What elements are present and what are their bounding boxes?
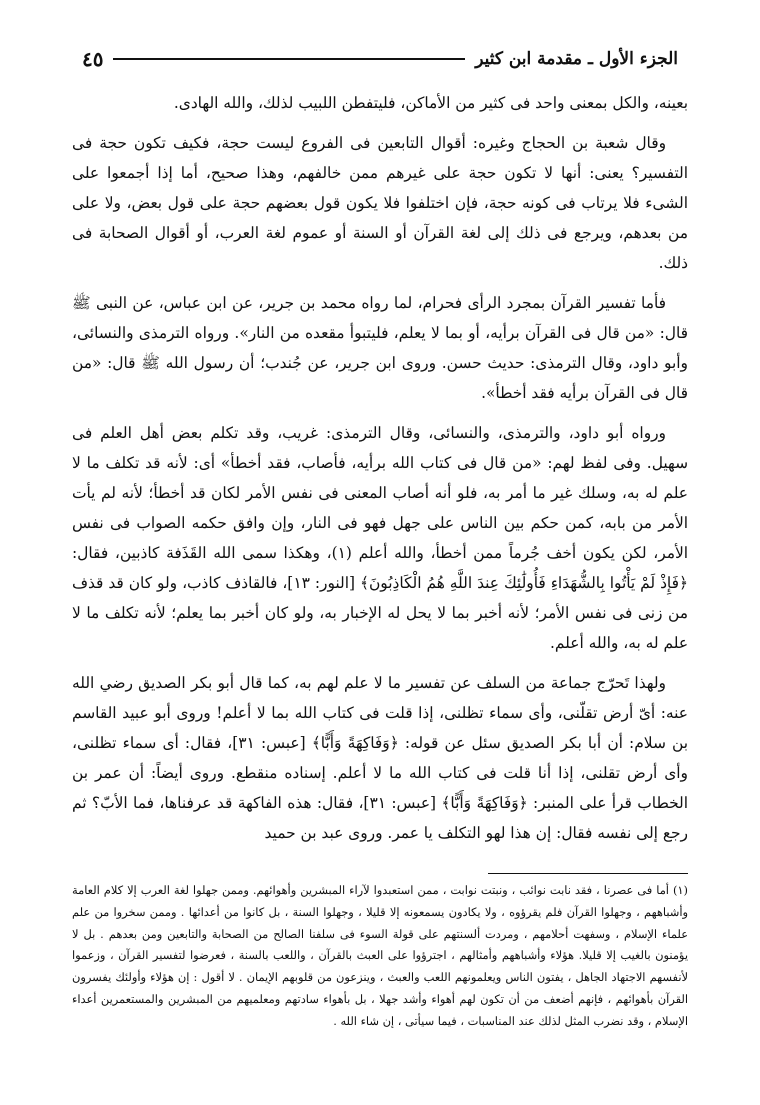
running-title: الجزء الأول ـ مقدمة ابن كثير	[475, 49, 678, 69]
paragraph: بعينه، والكل بمعنى واحد فى كثير من الأماكن، فليتفطن اللبيب لذلك، والله الهادى.	[173, 94, 688, 112]
header-rule	[113, 58, 465, 60]
paragraph: ولهذا تَحرّج جماعة من السلف عن تفسير ما لا علم لهم به، كما قال أبو بكر الصديق رضي الله عنه: أىّ أرض تقلّنى، وأى سماء تظلنى، إذا قلت فى كتاب الله بما لا أعلم! وروى أبو عبيد القاسم بن سلام: أن أبا بكر الصديق سئل عن قوله: ﴿وَفَاكِهَةً وَأَبًّا﴾ [عبس: ٣١]، فقال: أى سماء تظلنى، وأى أرض تقلنى، إذا أنا قلت فى كتاب الله ما لا أعلم. إسناده منقطع. وروى أيضاً: أن عمر بن الخطاب قرأ على المنبر: ﴿وَفَاكِهَةً وَأَبًّا﴾ [عبس: ٣١]، فقال: هذه الفاكهة قد عرفناها، فما الأبّ؟ ثم رجع إلى نفسه فقال: إن هذا لهو التكلف يا عمر. وروى عبد بن حميد	[72, 674, 688, 842]
page-number: ٤٥	[82, 47, 104, 71]
paragraph: وقال شعبة بن الحجاج وغيره: أقوال التابعين فى الفروع ليست حجة، فكيف تكون حجة فى التفسير؟ يعنى: أنها لا تكون حجة على غيرهم ممن خالفهم، وهذا صحيح، أما إذا أجمعوا على الشىء فلا يرتاب فى كونه حجة، فإن اختلفوا فلا يكون قول بعضهم حجة على قول بعض، ولا على من بعدهم، ويرجع فى ذلك إلى لغة القرآن أو السنة أو عموم لغة العرب، أو أقوال الصحابة فى ذلك.	[72, 134, 688, 272]
main-text	[72, 88, 688, 858]
footnote-divider	[488, 873, 688, 874]
page-header	[82, 44, 678, 74]
paragraph: ورواه أبو داود، والترمذى، والنسائى، وقال الترمذى: غريب، وقد تكلم بعض أهل العلم فى سهيل. وفى لفظ لهم: «من قال فى كتاب الله برأيه، فأصاب، فقد أخطأ» أى: لأنه قد تكلف ما لا علم له به، وسلك غير ما أمر به، فلو أنه أصاب المعنى فى نفس الأمر لكان قد أخطأ؛ لأنه لم يأت الأمر من بابه، كمن حكم بين الناس على جهل فهو فى النار، وإن وافق حكمه الصواب فى نفس الأمر، لكن يكون أخف جُرماً ممن أخطأ، والله أعلم (١)، وهكذا سمى الله القَذَفة كاذبين، فقال: ﴿فَإِذْ لَمْ يَأْتُوا بِالشُّهَدَاءِ فَأُولَٰئِكَ عِندَ اللَّهِ هُمُ الْكَاذِبُونَ﴾ [النور: ١٣]، فالقاذف كاذب، ولو كان قد قذف من زنى فى نفس الأمر؛ لأنه أخبر بما لا يحل له الإخبار به، ولو كان أخبر بما يعلم؛ لأنه تكلف ما لا علم له به، والله أعلم.	[72, 424, 688, 652]
footnotes	[72, 880, 688, 1033]
paragraph: فأما تفسير القرآن بمجرد الرأى فحرام، لما رواه محمد بن جرير، عن ابن عباس، عن النبى ﷺ قال: «من قال فى القرآن برأيه، أو بما لا يعلم، فليتبوأ مقعده من النار». ورواه الترمذى والنسائى، وأبو داود، وقال الترمذى: حديث حسن. وروى ابن جرير، عن جُندب؛ أن رسول الله ﷺ قال: «من قال فى القرآن برأيه فقد أخطأ».	[72, 294, 688, 402]
footnote: (١) أما فى عصرنا ، فقد نابت نوائب ، ونبتت نوابت ، ممن استعبدوا لآراء المبشرين وأهوائهم. وممن جهلوا لغة العرب إلا كلام العامة وأشباههم ، وجهلوا القرآن فلم يقرؤوه ، ولا يكادون يسمعونه إلا قليلا ، وجهلوا السنة ، بل كانوا من أعدائها . وممن سخروا من علم علماء الإسلام ، وسفهت أحلامهم ، ومردت ألسنتهم على قولة السوء فى سلفنا الصالح من الصحابة والتابعين ومن بعدهم . بل لا يؤمنون بالغيب إلا قليلا. هؤلاء وأشباههم وأمثالهم ، اجترؤوا على العبث بالقرآن ، واللعب بالسنة ، فعرضوا لتفسير القرآن ، وزعموا لأنفسهم الاجتهاد الجاهل ، يفتون الناس ويعلمونهم اللعب والعبث ، وينزعون من قلوبهم الإيمان . لا أقول : إن هؤلاء وأولئك يفسرون القرآن بأهوائهم ، فإنهم أضعف من أن تكون لهم أهواء وأشد جهلا ، بل بأهواء سادتهم ومعلميهم من المبشرين والمستعمرين أعداء الإسلام ، وقد نضرب المثل لذلك عند المناسبات ، فيما سيأتى ، إن شاء الله .	[72, 883, 688, 1028]
